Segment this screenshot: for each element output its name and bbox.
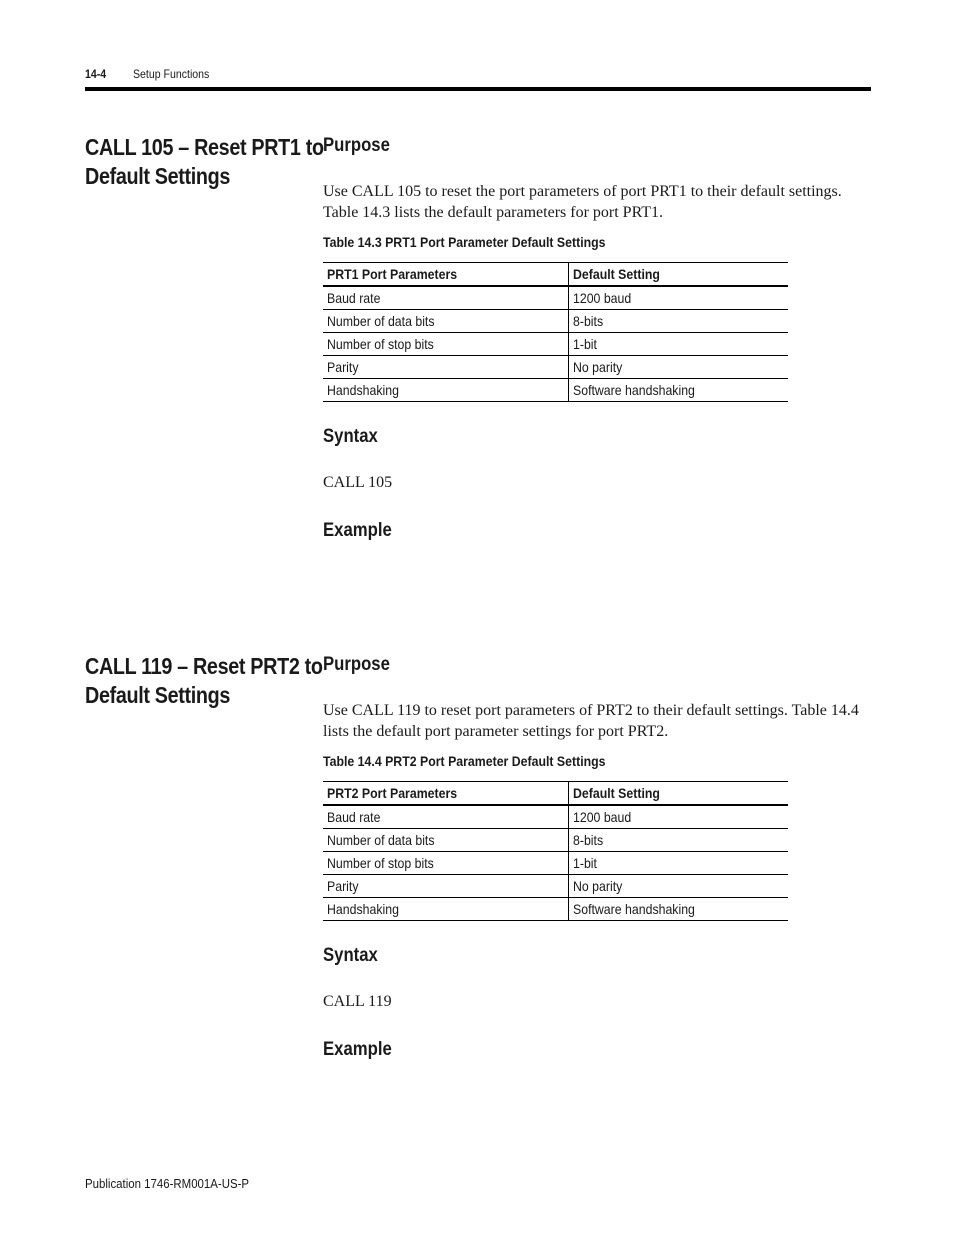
- table-cell: Software handshaking: [569, 898, 789, 921]
- example-heading: Example: [323, 1039, 392, 1060]
- section-title: CALL 105 – Reset PRT1 to Default Settings: [85, 134, 324, 189]
- table-row: [323, 852, 788, 875]
- column-header: PRT1 Port Parameters: [323, 263, 569, 287]
- table-row: [323, 356, 788, 379]
- header-rule: [85, 87, 871, 91]
- syntax-heading: Syntax: [323, 945, 378, 966]
- syntax-text: CALL 119: [323, 993, 392, 1010]
- table-row: [323, 875, 788, 898]
- table-cell: Number of data bits: [323, 310, 569, 333]
- table-cell: Number of stop bits: [323, 333, 569, 356]
- table-cell: Handshaking: [323, 379, 569, 402]
- table-cell: Parity: [323, 356, 569, 379]
- table-row: [323, 805, 788, 829]
- page-footer: Publication 1746-RM001A-US-P: [85, 1176, 250, 1191]
- table-cell: Number of data bits: [323, 829, 569, 852]
- purpose-text: Use CALL 105 to reset the port parameters of port PRT1 to their default settings. Table 14.3 lists the default parameters for port PRT1.: [323, 183, 842, 221]
- table-cell: Software handshaking: [569, 379, 789, 402]
- table-row: [323, 379, 788, 402]
- purpose-text: Use CALL 119 to reset port parameters of PRT2 to their default settings. Table 14.4 lists the default port parameter settings for port PRT2.: [323, 702, 859, 740]
- section-title: CALL 119 – Reset PRT2 to Default Settings: [85, 653, 323, 708]
- example-heading: Example: [323, 520, 392, 541]
- table-cell: 1-bit: [569, 852, 789, 875]
- table-cell: 8-bits: [569, 310, 789, 333]
- table-caption: Table 14.4 PRT2 Port Parameter Default Settings: [323, 753, 606, 769]
- table-cell: No parity: [569, 875, 789, 898]
- table-cell: 8-bits: [569, 829, 789, 852]
- purpose-heading: Purpose: [323, 654, 390, 675]
- table-row: [323, 898, 788, 921]
- column-header: Default Setting: [569, 782, 789, 806]
- table-header-row: [323, 263, 788, 287]
- column-header: Default Setting: [569, 263, 789, 287]
- syntax-text: CALL 105: [323, 474, 393, 491]
- table-row: [323, 310, 788, 333]
- table-cell: No parity: [569, 356, 789, 379]
- table-cell: 1-bit: [569, 333, 789, 356]
- table-cell: Number of stop bits: [323, 852, 569, 875]
- syntax-heading: Syntax: [323, 426, 378, 447]
- table-caption: Table 14.3 PRT1 Port Parameter Default Settings: [323, 234, 606, 250]
- table-cell: 1200 baud: [569, 805, 789, 829]
- table-cell: Baud rate: [323, 286, 569, 310]
- parameter-table: [323, 262, 788, 402]
- table-row: [323, 333, 788, 356]
- purpose-heading: Purpose: [323, 135, 390, 156]
- page-number: 14-4: [85, 67, 107, 81]
- chapter-title: Setup Functions: [133, 67, 210, 81]
- column-header: PRT2 Port Parameters: [323, 782, 569, 806]
- parameter-table: [323, 781, 788, 921]
- table-header-row: [323, 782, 788, 806]
- table-row: [323, 829, 788, 852]
- table-cell: Parity: [323, 875, 569, 898]
- table-cell: 1200 baud: [569, 286, 789, 310]
- table-cell: Handshaking: [323, 898, 569, 921]
- table-cell: Baud rate: [323, 805, 569, 829]
- table-row: [323, 286, 788, 310]
